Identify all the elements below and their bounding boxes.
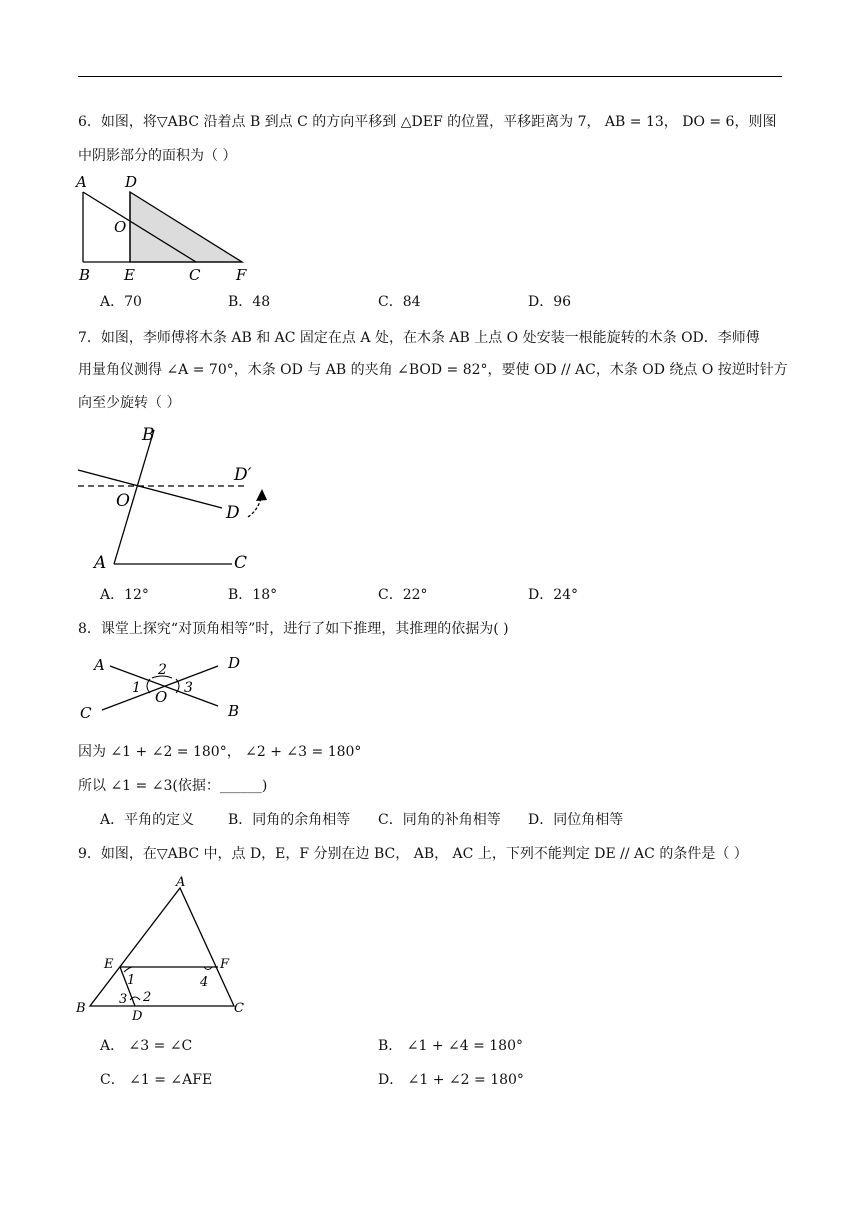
q7-option-c[interactable]: C．22° [378, 587, 428, 603]
q6-option-d[interactable]: D．96 [528, 294, 572, 310]
q6-label-e: E [124, 266, 135, 284]
q7-label-d-prime: D′ [234, 465, 252, 485]
q7-label-c: C [234, 553, 248, 573]
q6-text-line1: 6．如图，将▽ABC 沿着点 B 到点 C 的方向平移到 △DEF 的位置，平移距离为 7， AB = 13， DO = 6，则图 [78, 114, 777, 130]
q9-option-a[interactable]: A． ∠3 = ∠C [100, 1038, 193, 1054]
q9-label-b: B [76, 1001, 86, 1016]
q7-option-a[interactable]: A．12° [100, 587, 149, 603]
q8-label-o: O [155, 688, 168, 706]
q9-label-angle-1: 1 [127, 973, 136, 988]
q9-label-c: C [234, 1001, 244, 1016]
q7-figure [72, 418, 292, 580]
q9-label-angle-3: 3 [119, 992, 128, 1007]
q8-option-d[interactable]: D．同位角相等 [528, 812, 624, 828]
q7-option-b[interactable]: B．18° [228, 587, 278, 603]
q8-label-angle-2: 2 [158, 662, 167, 678]
q9-option-d[interactable]: D． ∠1 + ∠2 = 180° [378, 1072, 524, 1088]
q8-figure [72, 648, 252, 724]
q7-label-o: O [116, 491, 130, 511]
q7-segment-od [78, 470, 222, 508]
q9-label-d: D [132, 1009, 143, 1024]
q6-label-d: D [125, 173, 138, 191]
q9-figure [72, 868, 262, 1024]
q9-angle-arc-1 [124, 967, 132, 972]
q8-label-angle-3: 3 [184, 680, 193, 696]
q8-label-c: C [80, 704, 92, 722]
q6-label-b: B [79, 266, 91, 284]
q9-label-e: E [104, 957, 114, 972]
q8-option-b[interactable]: B．同角的余角相等 [228, 812, 351, 828]
q8-option-a[interactable]: A．平角的定义 [100, 812, 195, 828]
q8-reason-line2: 所以 ∠1 = ∠3(依据：______) [78, 778, 268, 794]
q6-text-line2: 中阴影部分的面积为（ ） [78, 148, 237, 164]
q8-label-d: D [228, 654, 241, 672]
q9-label-angle-2: 2 [143, 990, 152, 1005]
q9-label-f: F [220, 957, 230, 972]
q7-text-line3: 向至少旋转（ ） [78, 395, 181, 411]
q9-option-c[interactable]: C． ∠1 = ∠AFE [100, 1072, 213, 1088]
q6-option-c[interactable]: C．84 [378, 294, 421, 310]
q8-text-line1: 8．课堂上探究“对顶角相等”时，进行了如下推理，其推理的依据为( ) [78, 621, 509, 637]
arrow-up-icon [256, 489, 267, 501]
q8-label-angle-1: 1 [132, 680, 141, 696]
q7-label-a: A [94, 553, 107, 573]
header-rule [78, 76, 782, 77]
q7-rotation-arc [248, 498, 261, 517]
q9-triangle-abc [90, 888, 234, 1006]
q6-label-c: C [189, 266, 201, 284]
q8-label-a: A [94, 656, 105, 674]
q7-option-d[interactable]: D．24° [528, 587, 579, 603]
q7-label-b: B [142, 425, 155, 445]
q9-label-angle-4: 4 [200, 975, 209, 990]
q6-label-f: F [236, 266, 247, 284]
q8-label-b: B [228, 702, 240, 720]
q6-option-b[interactable]: B．48 [228, 294, 271, 310]
q6-figure [72, 168, 262, 284]
q9-text-line1: 9．如图，在▽ABC 中，点 D，E，F 分别在边 BC， AB， AC 上，下列不能判定 DE // AC 的条件是（ ） [78, 846, 748, 862]
q6-option-a[interactable]: A．70 [100, 294, 142, 310]
q8-option-c[interactable]: C．同角的补角相等 [378, 812, 501, 828]
q7-label-d: D [226, 503, 240, 523]
q6-label-o: O [114, 218, 127, 236]
q6-label-a: A [76, 173, 87, 191]
q6-shaded-region [130, 192, 242, 262]
q7-text-line2: 用量角仪测得 ∠A = 70°，木条 OD 与 AB 的夹角 ∠BOD = 82°，要使 OD // AC，木条 OD 绕点 O 按逆时针方 [78, 362, 788, 378]
q9-label-a: A [176, 875, 186, 890]
q7-text-line1: 7．如图，李师傅将木条 AB 和 AC 固定在点 A 处，在木条 AB 上点 O 处安装一根能旋转的木条 OD．李师傅 [78, 330, 760, 346]
q9-option-b[interactable]: B． ∠1 + ∠4 = 180° [378, 1038, 523, 1054]
q8-reason-line1: 因为 ∠1 + ∠2 = 180°， ∠2 + ∠3 = 180° [78, 744, 362, 760]
